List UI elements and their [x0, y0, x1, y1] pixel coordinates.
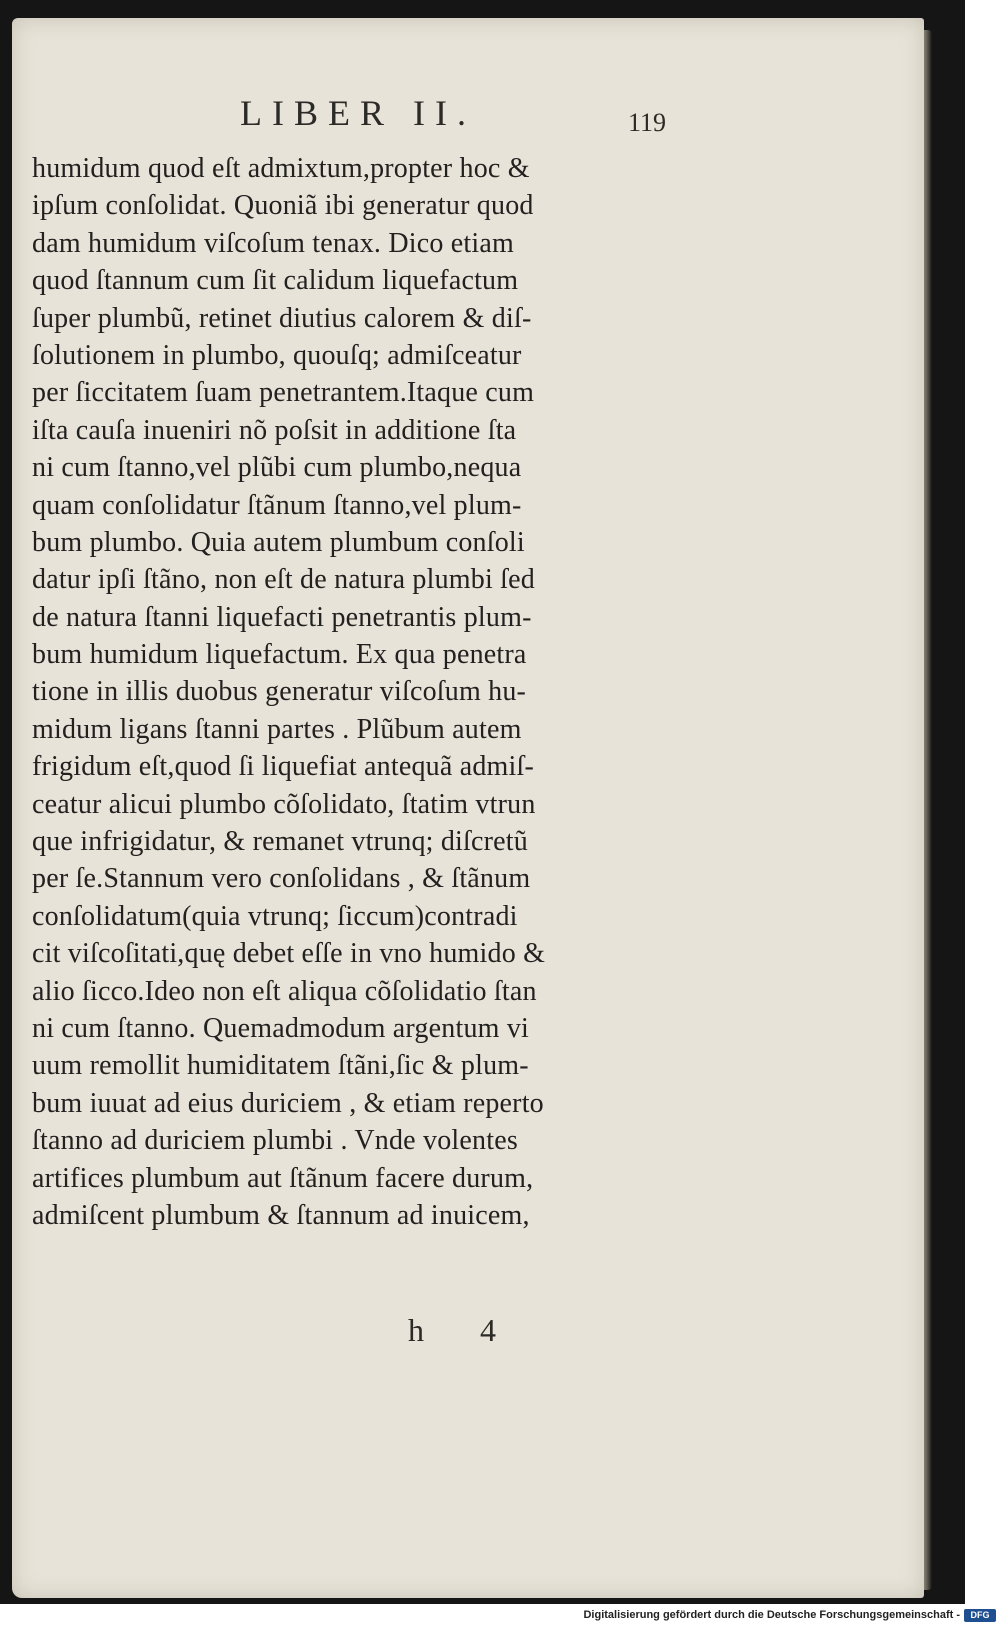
text-line: dam humidum viſcoſum tenax. Dico etiam [32, 227, 514, 259]
text-line: midum ligans ſtanni partes . Plũbum autem [32, 713, 522, 745]
digitization-credit: Digitalisierung gefördert durch die Deutsche Forschungsgemeinschaft - [583, 1609, 960, 1621]
signature-mark: h 4 [408, 1312, 520, 1348]
text-line: ceatur alicui plumbo cõſolidato, ſtatim vtrun [32, 788, 536, 820]
text-line: bum iuuat ad eius duriciem , & etiam reperto [32, 1087, 544, 1119]
text-line: ni cum ſtanno. Quemadmodum argentum vi [32, 1012, 529, 1044]
page-number: 119 [628, 108, 667, 137]
text-line: datur ipſi ſtãno, non eſt de natura plumbi ſed [32, 564, 535, 596]
text-line: conſolidatum(quia vtrunq; ſiccum)contradi [32, 900, 518, 932]
dfg-logo: DFG [964, 1609, 996, 1622]
text-line: ſuper plumbũ, retinet diutius calorem & diſ- [32, 302, 532, 334]
text-line: ſolutionem in plumbo, quouſq; admiſceatur [32, 339, 522, 371]
text-line: per ſe.Stannum vero conſolidans , & ſtãnum [32, 863, 531, 895]
text-line: iſta cauſa inueniri nõ poſsit in additione ſta [32, 414, 517, 446]
text-line: que infrigidatur, & remanet vtrunq; diſcretũ [32, 826, 528, 858]
text-line: per ſiccitatem ſuam penetrantem.Itaque cum [32, 377, 535, 409]
text-line: ipſum conſolidat. Quoniã ibi generatur quod [32, 190, 534, 222]
text-line: frigidum eſt,quod ſi liquefiat antequã admiſ- [32, 751, 534, 783]
text-line: de natura ſtanni liquefacti penetrantis plum- [32, 601, 532, 633]
text-line: alio ſicco.Ideo non eſt aliqua cõſolidatio ſtan [32, 975, 537, 1007]
text-line: cit viſcoſitati,quę debet eſſe in vno humido & [32, 938, 546, 970]
text-line: humidum quod eſt admixtum,propter hoc & [32, 153, 530, 184]
text-line: ni cum ſtanno,vel plũbi cum plumbo,nequa [32, 452, 522, 484]
text-line: tione in illis duobus generatur viſcoſum hu- [32, 676, 527, 708]
text-line: bum plumbo. Quia autem plumbum conſoli [32, 526, 525, 558]
body-text [32, 150, 677, 1234]
running-head: LIBER II. [240, 93, 476, 133]
text-line: admiſcent plumbum & ſtannum ad inuicem, [32, 1199, 530, 1231]
text-line: quod ſtannum cum ſit calidum liquefactum [32, 265, 519, 297]
text-line: bum humidum liquefactum. Ex qua penetra [32, 639, 527, 671]
text-line: artifices plumbum aut ſtãnum facere durum, [32, 1162, 534, 1194]
text-line: quam conſolidatur ſtãnum ſtanno,vel plum- [32, 489, 522, 521]
text-line: uum remollit humiditatem ſtãni,ſic & plum- [32, 1050, 529, 1082]
text-line: ſtanno ad duriciem plumbi . Vnde volentes [32, 1125, 518, 1157]
